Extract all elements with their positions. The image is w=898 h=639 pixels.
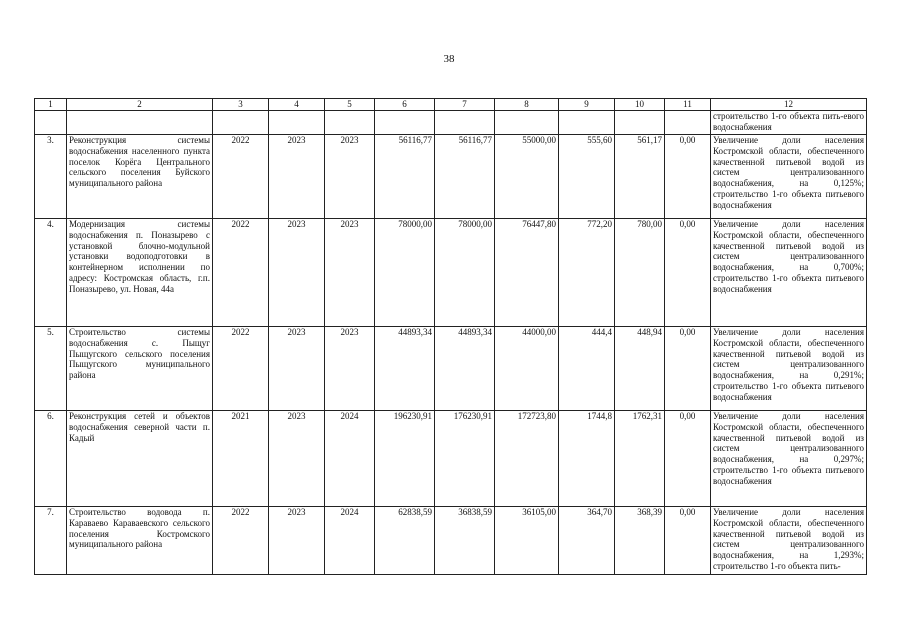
amount-col-11: 0,00: [665, 411, 711, 507]
amount-col-11: 0,00: [665, 327, 711, 411]
amount-col-8: 55000,00: [495, 135, 559, 219]
continuation-row: [35, 111, 867, 135]
column-header: 6: [375, 99, 435, 111]
empty-cell: [213, 111, 269, 135]
empty-cell: [435, 111, 495, 135]
row-number: 4.: [35, 219, 67, 327]
year-start: 2021: [213, 411, 269, 507]
row-number: 3.: [35, 135, 67, 219]
project-name: Строительство системы водоснабжения с. Пыщуг Пыщугского сельского поселения Пыщугского муниципального района: [67, 327, 213, 411]
column-header: 12: [711, 99, 867, 111]
row-number: 7.: [35, 507, 67, 575]
amount-col-7: 44893,34: [435, 327, 495, 411]
expected-result: Увеличение доли населения Костромской области, обеспеченного качественной питьевой водой из систем централизованного водоснабжения, на 0,291%; строительство 1-го объекта питьевого водоснабжения: [711, 327, 867, 411]
column-header: 9: [559, 99, 615, 111]
year-col-4: 2023: [269, 327, 325, 411]
year-col-5: 2023: [325, 219, 375, 327]
table-row: [35, 135, 867, 219]
empty-cell: [665, 111, 711, 135]
column-header: 11: [665, 99, 711, 111]
amount-col-6: 196230,91: [375, 411, 435, 507]
amount-col-9: 444,4: [559, 327, 615, 411]
row-number: 5.: [35, 327, 67, 411]
year-col-5: 2023: [325, 135, 375, 219]
amount-col-6: 44893,34: [375, 327, 435, 411]
empty-cell: [375, 111, 435, 135]
program-table: [34, 98, 867, 575]
table-row: [35, 327, 867, 411]
amount-col-10: 780,00: [615, 219, 665, 327]
project-name: Модернизация системы водоснабжения п. Поназырево с установкой блочно-модульной установки водоподготовки в контейнерном исполнении по адресу: Костромская область, г.п. Поназырево, ул. Новая, 44а: [67, 219, 213, 327]
empty-cell: [615, 111, 665, 135]
empty-cell: [67, 111, 213, 135]
table-row: [35, 507, 867, 575]
column-header: 8: [495, 99, 559, 111]
expected-result: Увеличение доли населения Костромской области, обеспеченного качественной питьевой водой из систем централизованного водоснабжения, на 1,293%; строительство 1-го объекта пить-: [711, 507, 867, 575]
project-name: Строительство водовода п. Караваево Караваевского сельского поселения Костромского муниципального района: [67, 507, 213, 575]
year-start: 2022: [213, 507, 269, 575]
year-col-4: 2023: [269, 219, 325, 327]
column-header: 1: [35, 99, 67, 111]
amount-col-9: 364,70: [559, 507, 615, 575]
amount-col-11: 0,00: [665, 507, 711, 575]
year-start: 2022: [213, 327, 269, 411]
amount-col-10: 448,94: [615, 327, 665, 411]
year-col-5: 2023: [325, 327, 375, 411]
expected-result: Увеличение доли населения Костромской области, обеспеченного качественной питьевой водой из систем централизованного водоснабжения, на 0,125%; строительство 1-го объекта питьевого водоснабжения: [711, 135, 867, 219]
empty-cell: [495, 111, 559, 135]
empty-cell: [35, 111, 67, 135]
column-header: 10: [615, 99, 665, 111]
column-header: 5: [325, 99, 375, 111]
amount-col-8: 36105,00: [495, 507, 559, 575]
header-row: [35, 99, 867, 111]
empty-cell: [269, 111, 325, 135]
year-start: 2022: [213, 219, 269, 327]
expected-result: Увеличение доли населения Костромской области, обеспеченного качественной питьевой водой из систем централизованного водоснабжения, на 0,700%; строительство 1-го объекта питьевого водоснабжения: [711, 219, 867, 327]
amount-col-10: 368,39: [615, 507, 665, 575]
amount-col-6: 62838,59: [375, 507, 435, 575]
amount-col-10: 1762,31: [615, 411, 665, 507]
amount-col-7: 78000,00: [435, 219, 495, 327]
amount-col-8: 172723,80: [495, 411, 559, 507]
amount-col-7: 56116,77: [435, 135, 495, 219]
amount-col-6: 78000,00: [375, 219, 435, 327]
year-start: 2022: [213, 135, 269, 219]
year-col-5: 2024: [325, 411, 375, 507]
amount-col-8: 44000,00: [495, 327, 559, 411]
amount-col-11: 0,00: [665, 219, 711, 327]
project-name: Реконструкция сетей и объектов водоснабжения северной части п. Кадый: [67, 411, 213, 507]
empty-cell: [325, 111, 375, 135]
column-header: 4: [269, 99, 325, 111]
project-name: Реконструкция системы водоснабжения населенного пункта поселок Корёга Центрального сельского поселения Буйского муниципального района: [67, 135, 213, 219]
amount-col-10: 561,17: [615, 135, 665, 219]
column-header: 7: [435, 99, 495, 111]
column-header: 3: [213, 99, 269, 111]
year-col-4: 2023: [269, 135, 325, 219]
amount-col-7: 176230,91: [435, 411, 495, 507]
amount-col-11: 0,00: [665, 135, 711, 219]
empty-cell: [559, 111, 615, 135]
year-col-4: 2023: [269, 507, 325, 575]
amount-col-6: 56116,77: [375, 135, 435, 219]
continuation-text: строительство 1-го объекта пить-евого водоснабжения: [711, 111, 867, 135]
amount-col-9: 555,60: [559, 135, 615, 219]
table-row: [35, 411, 867, 507]
column-header: 2: [67, 99, 213, 111]
amount-col-9: 1744,8: [559, 411, 615, 507]
amount-col-9: 772,20: [559, 219, 615, 327]
row-number: 6.: [35, 411, 67, 507]
table-row: [35, 219, 867, 327]
expected-result: Увеличение доли населения Костромской области, обеспеченного качественной питьевой водой из систем централизованного водоснабжения, на 0,297%; строительство 1-го объекта питьевого водоснабжения: [711, 411, 867, 507]
year-col-5: 2024: [325, 507, 375, 575]
amount-col-7: 36838,59: [435, 507, 495, 575]
year-col-4: 2023: [269, 411, 325, 507]
amount-col-8: 76447,80: [495, 219, 559, 327]
page-number: 38: [443, 53, 455, 65]
